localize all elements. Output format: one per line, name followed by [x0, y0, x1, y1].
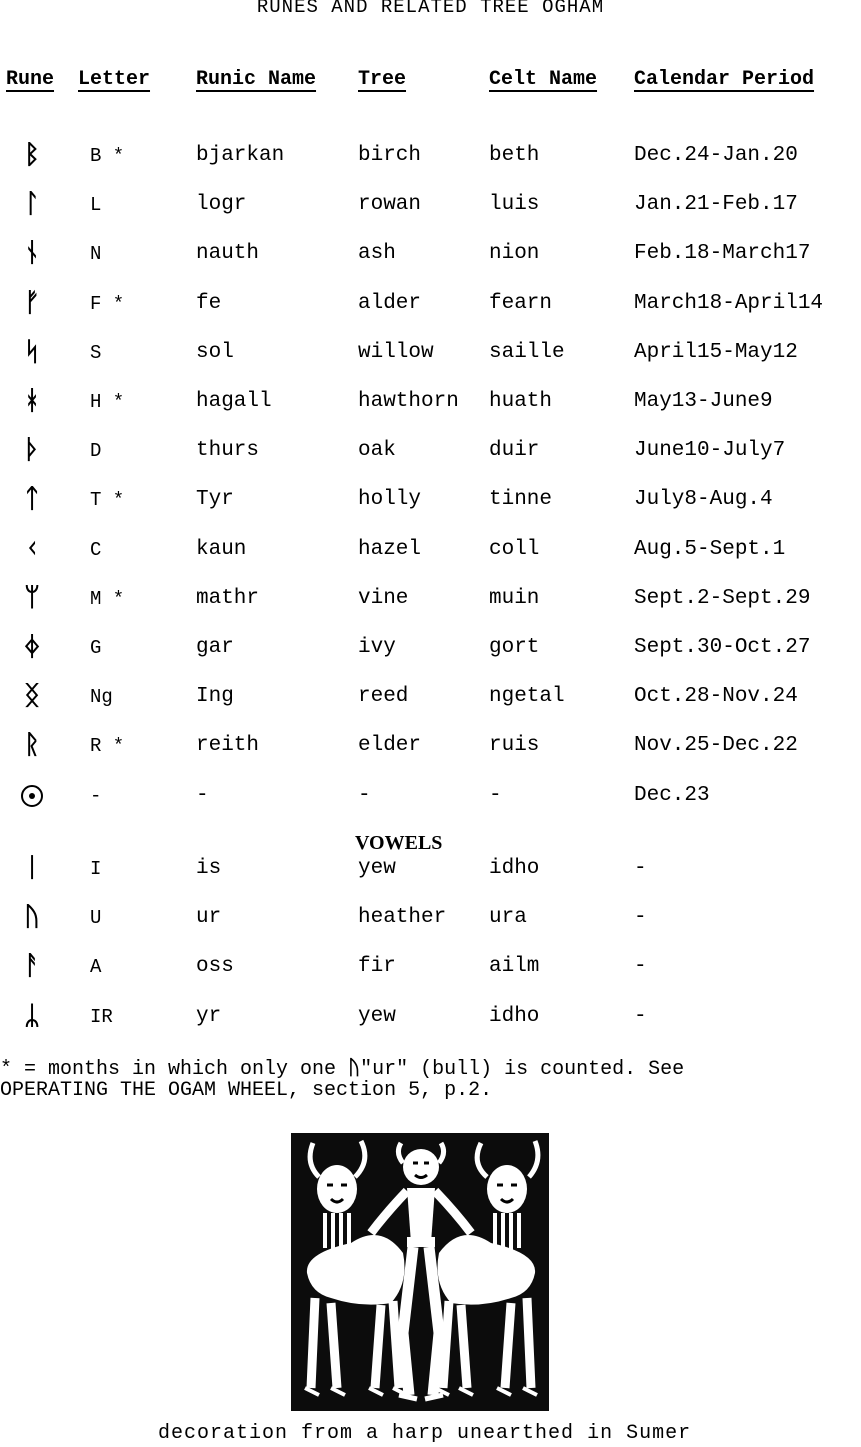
- letter-cell: R *: [90, 735, 125, 758]
- letter-cell: Ng: [90, 686, 113, 709]
- calendar-period-cell: Oct.28-Nov.24: [634, 685, 798, 709]
- tree-cell: rowan: [358, 193, 422, 217]
- runic-name-cell: oss: [196, 955, 234, 979]
- runic-name-cell: gar: [196, 636, 234, 659]
- page-title: RUNES AND RELATED TREE OGHAM: [256, 0, 605, 18]
- tree-cell: reed: [358, 685, 409, 709]
- calendar-period-cell: -: [634, 857, 647, 880]
- runic-name-cell: mathr: [196, 586, 260, 610]
- calendar-period-cell: -: [634, 955, 647, 979]
- header-letter: Letter: [78, 68, 151, 91]
- letter-cell: S: [90, 341, 102, 364]
- celt-name-cell: duir: [489, 439, 540, 463]
- sowilo-rune-icon: ᛋ: [24, 336, 40, 367]
- letter-cell: C: [90, 538, 102, 561]
- circle-dot-icon: [21, 785, 43, 807]
- letter-cell: -: [90, 784, 102, 807]
- letter-cell: A: [90, 956, 102, 979]
- uruz-rune-icon: ᚢ: [24, 902, 40, 933]
- runic-name-cell: Tyr: [196, 488, 234, 512]
- mathr-rune-icon: ᛘ: [24, 582, 40, 613]
- runic-name-cell: reith: [196, 734, 260, 758]
- calendar-period-cell: Dec.24-Jan.20: [634, 144, 798, 167]
- runic-name-cell: nauth: [196, 242, 260, 266]
- calendar-period-cell: April15-May12: [634, 340, 798, 364]
- letter-cell: IR: [90, 1005, 113, 1028]
- footnote-text-b: "ur" (bull) is counted. See: [360, 1058, 685, 1081]
- calendar-period-cell: June10-July7: [634, 439, 786, 463]
- footnote-line-2: OPERATING THE OGAM WHEEL, section 5, p.2.: [0, 1079, 493, 1102]
- tree-cell: willow: [358, 340, 434, 364]
- letter-cell: F *: [90, 292, 125, 315]
- calendar-period-cell: Feb.18-March17: [634, 242, 811, 266]
- letter-cell: N: [90, 243, 102, 266]
- thurisaz-rune-icon: ᚦ: [24, 435, 40, 466]
- ansuz-rune-icon: ᚨ: [24, 951, 40, 982]
- celt-name-cell: huath: [489, 390, 553, 413]
- letter-cell: H *: [90, 391, 125, 413]
- header-runic-name: Runic Name: [196, 68, 317, 91]
- calendar-period-cell: Aug.5-Sept.1: [634, 537, 786, 561]
- letter-cell: L: [90, 194, 102, 217]
- laguz-rune-icon: ᛚ: [24, 189, 40, 220]
- vowels-label: VOWELS: [355, 832, 443, 854]
- tree-cell: yew: [358, 857, 396, 880]
- tree-cell: yew: [358, 1004, 396, 1028]
- header-calendar-period: Calendar Period: [634, 68, 815, 91]
- celt-name-cell: ruis: [489, 734, 540, 758]
- runic-name-cell: yr: [196, 1004, 222, 1028]
- header-celt-name: Celt Name: [489, 68, 598, 91]
- celt-name-cell: saille: [489, 340, 565, 364]
- runic-name-cell: -: [196, 783, 209, 807]
- calendar-period-cell: -: [634, 1004, 647, 1028]
- celt-name-cell: beth: [489, 144, 540, 167]
- berkanan-rune-icon: ᛒ: [24, 140, 40, 170]
- celt-name-cell: nion: [489, 242, 540, 266]
- celt-name-cell: ailm: [489, 955, 540, 979]
- footnote-text-a: * = months in which only one: [0, 1058, 337, 1081]
- tree-cell: holly: [358, 488, 422, 512]
- tree-cell: fir: [358, 955, 396, 979]
- tree-cell: alder: [358, 291, 422, 315]
- tree-cell: vine: [358, 586, 409, 610]
- tree-cell: birch: [358, 144, 422, 167]
- celt-name-cell: ura: [489, 906, 527, 930]
- footnote-line-1: [0, 1055, 684, 1082]
- calendar-period-cell: March18-April14: [634, 291, 824, 315]
- header-tree: Tree: [358, 68, 407, 91]
- celt-name-cell: coll: [489, 537, 540, 561]
- runic-name-cell: ur: [196, 906, 222, 930]
- sumerian-harp-decoration-icon: [291, 1133, 549, 1411]
- calendar-period-cell: Dec.23: [634, 783, 710, 807]
- runic-name-cell: fe: [196, 291, 222, 315]
- letter-cell: I: [90, 858, 102, 880]
- tree-cell: oak: [358, 439, 396, 463]
- runic-name-cell: logr: [196, 193, 247, 217]
- runic-name-cell: bjarkan: [196, 144, 285, 167]
- tree-cell: heather: [358, 906, 447, 930]
- tree-cell: hazel: [358, 537, 422, 561]
- kaun-rune-icon: ᚲ: [24, 533, 40, 564]
- runic-name-cell: kaun: [196, 537, 247, 561]
- calendar-period-cell: May13-June9: [634, 390, 773, 413]
- runic-name-cell: is: [196, 857, 222, 880]
- tree-cell: -: [358, 783, 371, 807]
- calendar-period-cell: July8-Aug.4: [634, 488, 773, 512]
- calendar-period-cell: Nov.25-Dec.22: [634, 734, 798, 758]
- letter-cell: U: [90, 907, 102, 930]
- celt-name-cell: idho: [489, 857, 540, 880]
- runic-name-cell: hagall: [196, 390, 272, 413]
- letter-cell: B *: [90, 145, 125, 167]
- celt-name-cell: fearn: [489, 291, 553, 315]
- ur-rune-icon: ᚢ: [348, 1055, 361, 1079]
- naudiz-rune-icon: ᚾ: [24, 238, 40, 269]
- header-rune: Rune: [6, 68, 55, 91]
- calendar-period-cell: -: [634, 906, 647, 930]
- runic-name-cell: Ing: [196, 685, 234, 709]
- isa-rune-icon: ᛁ: [24, 853, 40, 883]
- gar-rune-icon: ᛄ: [24, 632, 40, 662]
- letter-cell: G: [90, 637, 102, 659]
- celt-name-cell: gort: [489, 636, 540, 659]
- yr-rune-icon: ᛦ: [24, 1000, 40, 1031]
- hagall-rune-icon: ᚼ: [24, 386, 40, 416]
- ing-rune-icon: ᛝ: [24, 681, 40, 712]
- celt-name-cell: luis: [489, 193, 540, 217]
- letter-cell: M *: [90, 587, 125, 610]
- celt-name-cell: ngetal: [489, 685, 565, 709]
- celt-name-cell: idho: [489, 1004, 540, 1028]
- tree-cell: elder: [358, 734, 422, 758]
- runic-name-cell: sol: [196, 340, 234, 364]
- calendar-period-cell: Jan.21-Feb.17: [634, 193, 798, 217]
- tree-cell: ash: [358, 242, 396, 266]
- letter-cell: D: [90, 440, 102, 463]
- tree-cell: hawthorn: [358, 390, 459, 413]
- celt-name-cell: -: [489, 783, 502, 807]
- celt-name-cell: muin: [489, 586, 540, 610]
- illustration-caption: decoration from a harp unearthed in Sumer: [158, 1422, 692, 1445]
- fehu-rune-icon: ᚠ: [24, 287, 40, 318]
- calendar-period-cell: Sept.2-Sept.29: [634, 586, 811, 610]
- letter-cell: T *: [90, 489, 125, 512]
- raido-rune-icon: ᚱ: [24, 730, 40, 761]
- calendar-period-cell: Sept.30-Oct.27: [634, 636, 811, 659]
- tiwaz-rune-icon: ᛏ: [24, 484, 40, 515]
- celt-name-cell: tinne: [489, 488, 553, 512]
- tree-cell: ivy: [358, 636, 396, 659]
- runic-name-cell: thurs: [196, 439, 260, 463]
